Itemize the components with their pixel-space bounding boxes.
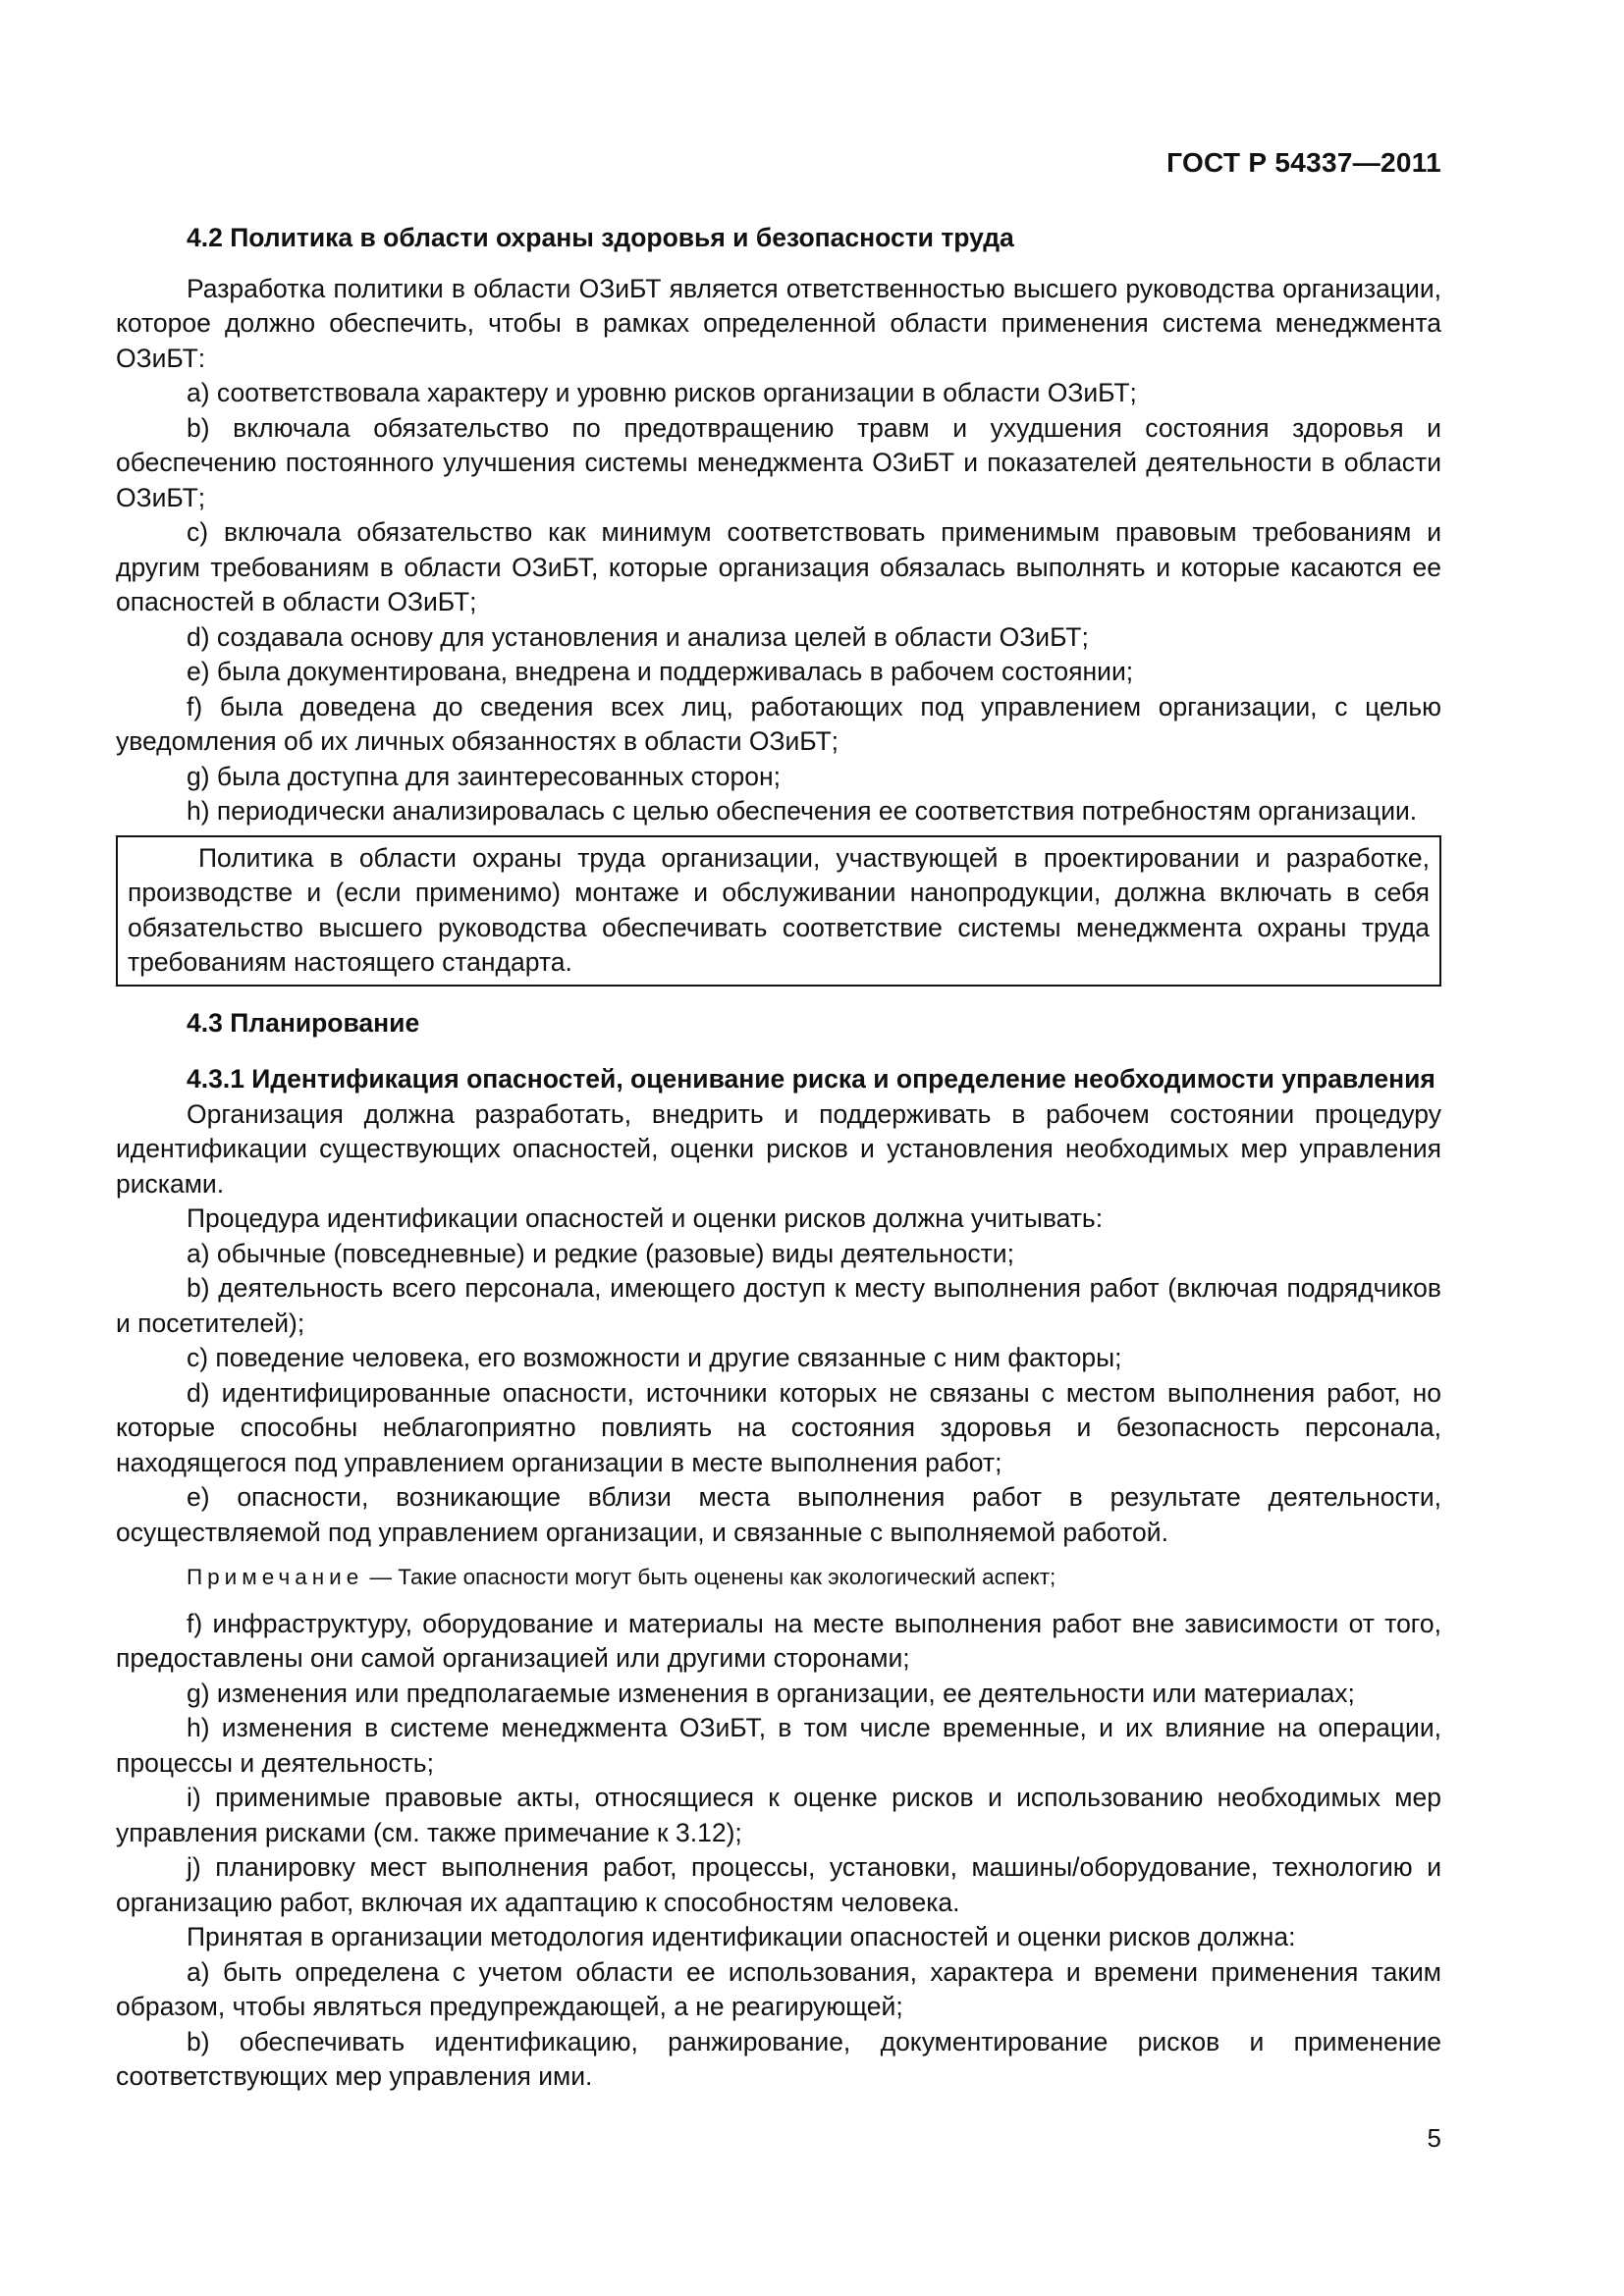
note-label: Примечание <box>187 1565 364 1589</box>
section-heading-4-3: 4.3 Планирование <box>187 1007 420 1038</box>
paragraph: Организация должна разработать, внедрить и поддерживать в рабочем состоянии процедуру идентификации существующих опасностей, оценки рисков и установления необходимых мер управления рисками. <box>116 1098 1441 1199</box>
list-item: g) изменения или предполагаемые изменения в организации, ее деятельности или материалах; <box>187 1678 1355 1708</box>
list-item: а) обычные (повседневные) и редкие (разовые) виды деятельности; <box>187 1238 1014 1268</box>
nanoproduct-policy-box <box>116 835 1441 987</box>
list-item: c) включала обязательство как минимум соответствовать применимым правовым требованиям и другим требованиям в области ОЗиБТ, которые организация обязалась выполнять и которые касаются ее опасностей в области ОЗиБТ; <box>116 517 1441 616</box>
page-number: 5 <box>1427 2123 1441 2153</box>
paragraph: Процедура идентификации опасностей и оценки рисков должна учитывать: <box>187 1203 1104 1233</box>
note <box>116 1560 1441 1595</box>
paragraph: Разработка политики в области ОЗиБТ является ответственностью высшего руководства организации, которое должно обеспечить, чтобы в рамках определенной области применения система менеджмента ОЗиБТ: <box>116 273 1441 373</box>
box-text: Политика в области охраны труда организации, участвующей в проектировании и разработке, производстве и (если применимо) монтаже и обслуживании нанопродукции, должна включать в себя обязательство высшего руководства обеспечивать соответствие системы менеджмента охраны труда требованиям настоящего стандарта. <box>128 842 1430 977</box>
document-body <box>116 221 1441 2095</box>
list-item: h) изменения в системе менеджмента ОЗиБТ, в том числе временные, и их влияние на операции, процессы и деятельность; <box>116 1713 1441 1778</box>
section-heading-4-2: 4.2 Политика в области охраны здоровья и безопасности труда <box>187 223 1014 252</box>
list-item: i) применимые правовые акты, относящиеся к оценке рисков и использованию необходимых мер управления рисками (см. также примечание к 3.12); <box>116 1783 1441 1847</box>
paragraph: Принятая в организации методология идентификации опасностей и оценки рисков должна: <box>187 1922 1296 1951</box>
list-item: f) была доведена до сведения всех лиц, работающих под управлением организации, с целью уведомления об их личных обязанностях в области ОЗиБТ; <box>116 691 1441 756</box>
note-text: — Такие опасности могут быть оценены как экологический аспект; <box>363 1565 1056 1589</box>
list-item: b) деятельность всего персонала, имеющего доступ к месту выполнения работ (включая подрядчиков и посетителей); <box>116 1273 1441 1338</box>
list-item: а) быть определена с учетом области ее использования, характера и времени применения таким образом, чтобы являться предупреждающей, а не реагирующей; <box>116 1956 1441 2021</box>
list-item: h) периодически анализировалась с целью обеспечения ее соответствия потребностям организации. <box>187 796 1418 826</box>
list-item: e) была документирована, внедрена и поддерживалась в рабочем состоянии; <box>187 657 1134 686</box>
list-item: f) инфраструктуру, оборудование и материалы на месте выполнения работ вне зависимости от того, предоставлены они самой организацией или другими сторонами; <box>116 1608 1441 1673</box>
list-item: j) планировку мест выполнения работ, процессы, установки, машины/оборудование, технологию и организацию работ, включая их адаптацию к способностям человека. <box>116 1852 1441 1917</box>
list-item: d) идентифицированные опасности, источники которых не связаны с местом выполнения работ, но которые способны неблагоприятно повлиять на состояния здоровья и безопасность персонала, находящегося под управлением организации в месте выполнения работ; <box>116 1377 1441 1477</box>
section-heading-4-3-1: 4.3.1 Идентификация опасностей, оценивание риска и определение необходимости управления <box>187 1064 1435 1094</box>
standard-designation: ГОСТ Р 54337—2011 <box>1166 147 1441 178</box>
list-item: e) опасности, возникающие вблизи места выполнения работ в результате деятельности, осуществляемой под управлением организации, и связанные с выполняемой работой. <box>116 1482 1441 1547</box>
list-item: c) поведение человека, его возможности и другие связанные с ним факторы; <box>187 1343 1122 1372</box>
list-item: b) включала обязательство по предотвращению травм и ухудшения состояния здоровья и обеспечению постоянного улучшения системы менеджмента ОЗиБТ и показателей деятельности в области ОЗиБТ; <box>116 412 1441 512</box>
list-item: g) была доступна для заинтересованных сторон; <box>187 761 781 791</box>
list-item: b) обеспечивать идентификацию, ранжирование, документирование рисков и применение соответствующих мер управления ими. <box>116 2026 1441 2091</box>
list-item: d) создавала основу для установления и анализа целей в области ОЗиБТ; <box>187 621 1089 652</box>
list-item: а) соответствовала характеру и уровню рисков организации в области ОЗиБТ; <box>187 378 1137 407</box>
